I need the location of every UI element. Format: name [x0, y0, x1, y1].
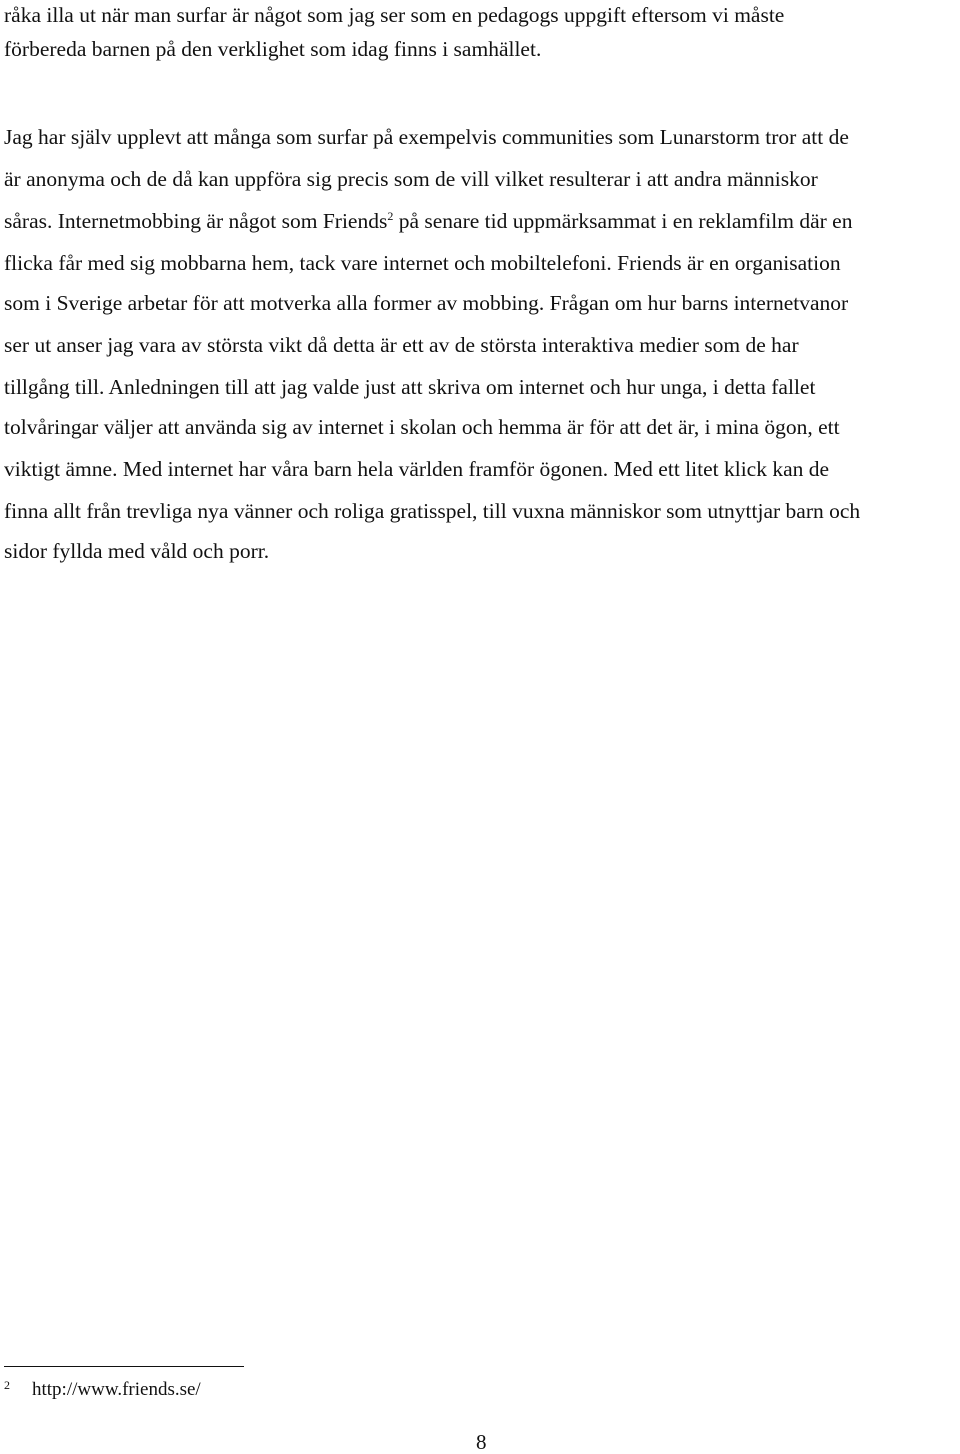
paragraph-line: Jag har själv upplevt att många som surfar på exempelvis communities som Lunarstorm tror att de: [4, 125, 849, 149]
paragraph-line: flicka får med sig mobbarna hem, tack vare internet och mobiltelefoni. Friends är en organisation: [4, 251, 841, 275]
paragraph-line: [4, 208, 852, 234]
footnote-number: 2: [4, 1378, 10, 1392]
paragraph-line: som i Sverige arbetar för att motverka alla former av mobbing. Frågan om hur barns internetvanor: [4, 291, 849, 315]
page-number: 8: [476, 1430, 487, 1454]
paragraph-line: ser ut anser jag vara av största vikt då detta är ett av de största interaktiva medier som de har: [4, 333, 799, 357]
paragraph-line: finna allt från trevliga nya vänner och roliga gratisspel, till vuxna människor som utnyttjar barn och: [4, 499, 861, 523]
footnote-link[interactable]: http://www.friends.se/: [32, 1379, 201, 1400]
paragraph-line: tillgång till. Anledningen till att jag valde just att skriva om internet och hur unga, i detta fallet: [4, 375, 816, 399]
footnote-divider: [4, 1366, 244, 1367]
paragraph-line: tolvåringar väljer att använda sig av internet i skolan och hemma är för att det är, i mina ögon, ett: [4, 415, 840, 439]
paragraph-line: förbereda barnen på den verklighet som idag finns i samhället.: [4, 37, 542, 61]
paragraph-line: sidor fyllda med våld och porr.: [4, 539, 270, 563]
paragraph-line: är anonyma och de då kan uppföra sig precis som de vill vilket resulterar i att andra människor: [4, 167, 818, 191]
footnote-reference[interactable]: 2: [387, 208, 394, 223]
line-text: på senare tid uppmärksammat i en reklamfilm där en: [393, 209, 853, 233]
paragraph-line: viktigt ämne. Med internet har våra barn hela världen framför ögonen. Med ett litet klick kan de: [4, 457, 830, 481]
paragraph-line: råka illa ut när man surfar är något som jag ser som en pedagogs uppgift eftersom vi måste: [4, 3, 785, 27]
line-text: såras. Internetmobbing är något som Friends: [4, 209, 388, 233]
